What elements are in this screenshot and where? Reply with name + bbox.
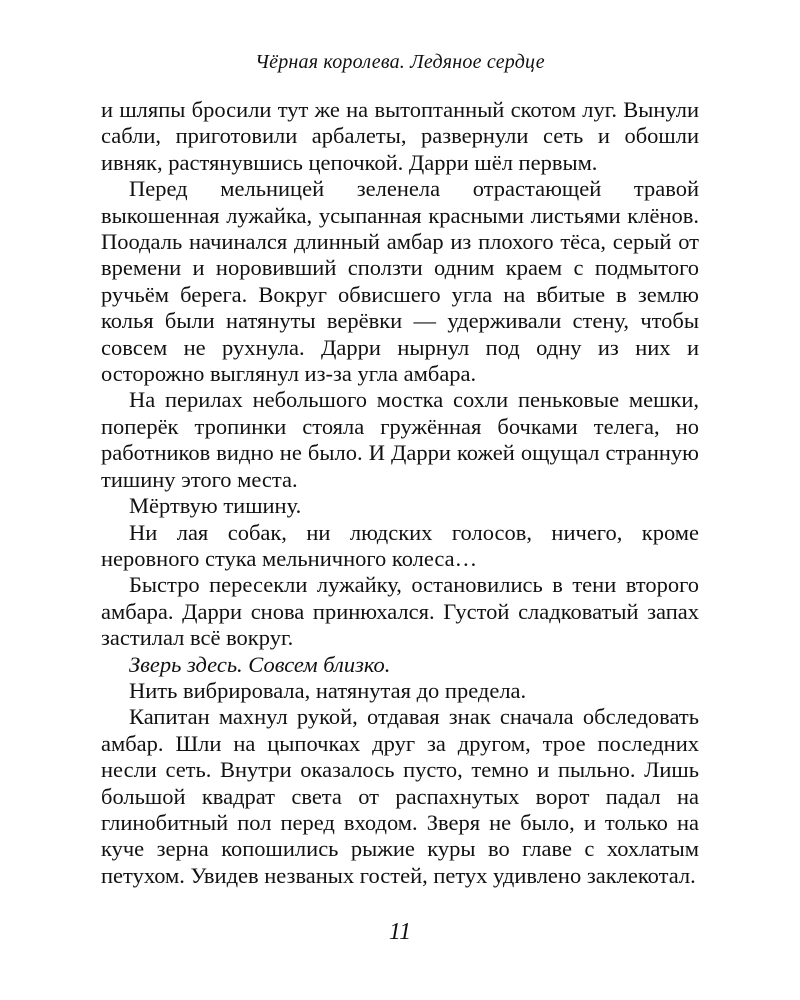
- paragraph: Мёртвую тишину.: [129, 493, 302, 519]
- paragraph: Капитан махнул рукой, отдавая знак сначала обследовать амбар. Шли на цыпочках друг за другом, трое последних несли сеть. Внутри оказалось пусто, темно и пыльно. Лишь большой квадрат света от распахнутых ворот падал на глинобитный пол перед входом. Зверя не было, и только на куче зерна копошились рыжие куры во главе с хохлатым петухом. Увидев незваных гостей, петух удивлено заклекотал.: [101, 704, 699, 888]
- paragraph: На перилах небольшого мостка сохли пеньковые мешки, поперёк тропинки стояла гружённая бочками телега, но работников видно не было. И Дарри кожей ощущал странную тишину этого места.: [101, 387, 699, 492]
- page-number: 11: [388, 919, 412, 945]
- body-text: [101, 97, 699, 889]
- paragraph: Быстро пересекли лужайку, остановились в тени второго амбара. Дарри снова принюхался. Густой сладковатый запах застилал всё вокруг.: [101, 572, 699, 651]
- paragraph-italic: Зверь здесь. Совсем близко.: [129, 651, 391, 677]
- paragraph: Нить вибрировала, натянутая до предела.: [129, 677, 527, 703]
- running-title: Чёрная королева. Ледяное сердце: [255, 51, 545, 73]
- paragraph: и шляпы бросили тут же на вытоптанный скотом луг. Вынули сабли, приготовили арбалеты, развернули сеть и обошли ивняк, растянувшись цепочкой. Дарри шёл первым.: [101, 97, 699, 175]
- paragraph: Перед мельницей зеленела отрастающей травой выкошенная лужайка, усыпанная красными листьями клёнов. Поодаль начинался длинный амбар из плохого тёса, серый от времени и норовивший сползти одним краем с подмытого ручьём берега. Вокруг обвисшего угла на вбитые в землю колья были натянуты верёвки — удерживали стену, чтобы совсем не рухнула. Дарри нырнул под одну из них и осторожно выглянул из-за угла амбара.: [101, 176, 699, 387]
- paragraph: Ни лая собак, ни людских голосов, ничего, кроме неровного стука мельничного колеса…: [101, 519, 699, 571]
